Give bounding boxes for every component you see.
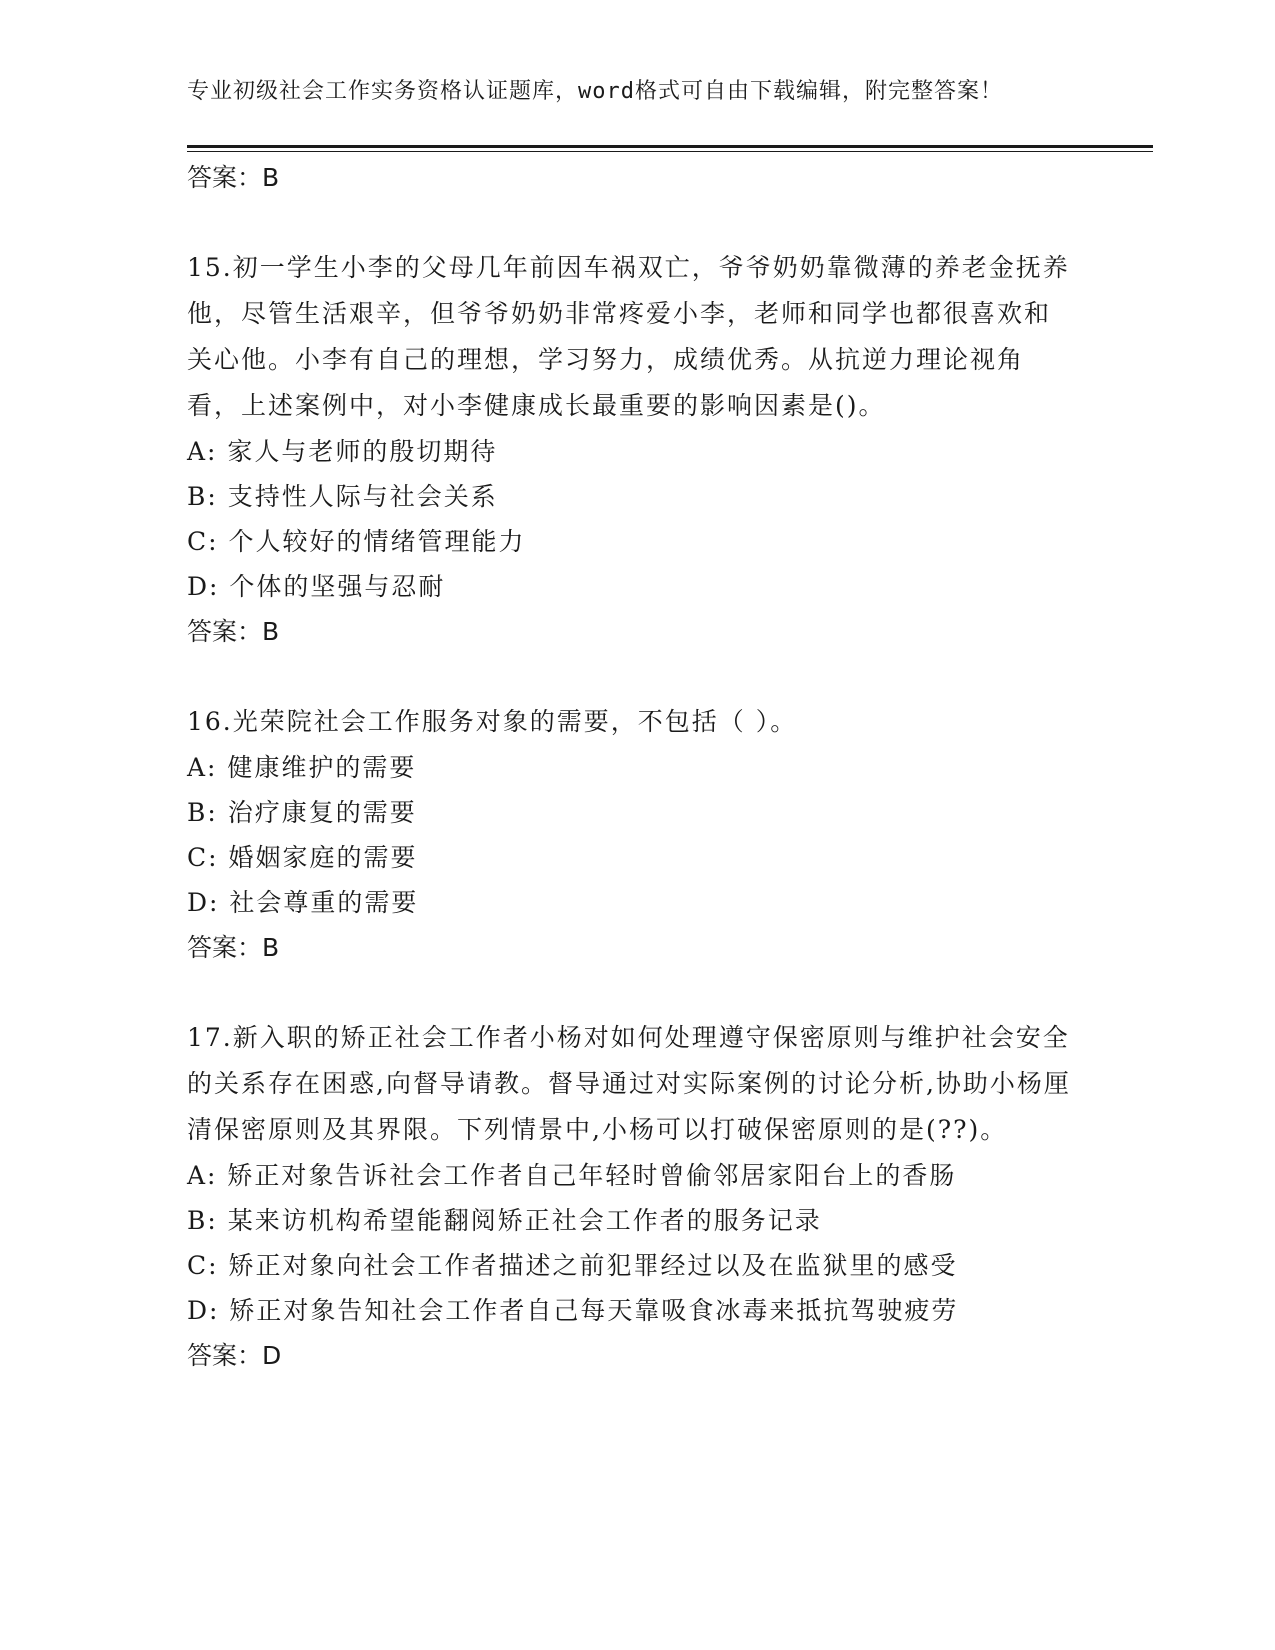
question-block-16 bbox=[187, 699, 1077, 971]
question-block-15 bbox=[187, 245, 1077, 655]
answer-line: 答案：D bbox=[187, 1341, 282, 1370]
question-block-17 bbox=[187, 1015, 1077, 1379]
option-a: A: 家人与老师的殷切期待 bbox=[187, 437, 498, 466]
option-d: D: 矫正对象告知社会工作者自己每天靠吸食冰毒来抵抗驾驶疲劳 bbox=[187, 1296, 959, 1325]
document-body bbox=[187, 155, 1077, 1379]
option-d: D: 社会尊重的需要 bbox=[187, 888, 419, 917]
answer-line: 答案：B bbox=[187, 617, 280, 646]
option-c: C: 个人较好的情绪管理能力 bbox=[187, 527, 526, 556]
option-c: C: 婚姻家庭的需要 bbox=[187, 843, 418, 872]
header-rule-thick bbox=[187, 145, 1153, 148]
option-b: B: 治疗康复的需要 bbox=[187, 798, 417, 827]
question-text: 16.光荣院社会工作服务对象的需要，不包括（ ）。 bbox=[187, 707, 798, 736]
page-header: 专业初级社会工作实务资格认证题库，word格式可自由下载编辑，附完整答案！ bbox=[187, 79, 1003, 104]
header-rule-thin bbox=[187, 151, 1153, 152]
option-b: B: 某来访机构希望能翻阅矫正社会工作者的服务记录 bbox=[187, 1206, 822, 1235]
question-text: 17.新入职的矫正社会工作者小杨对如何处理遵守保密原则与维护社会安全的关系存在困惑,向督导请教。督导通过对实际案例的讨论分析,协助小杨厘清保密原则及其界限。下列情景中,小杨可以打破保密原则的是(??)。 bbox=[187, 1023, 1071, 1144]
question-text: 15.初一学生小李的父母几年前因车祸双亡，爷爷奶奶靠微薄的养老金抚养他，尽管生活艰辛，但爷爷奶奶非常疼爱小李，老师和同学也都很喜欢和关心他。小李有自己的理想，学习努力，成绩优秀。从抗逆力理论视角看，上述案例中，对小李健康成长最重要的影响因素是()。 bbox=[187, 253, 1070, 420]
option-a: A: 矫正对象告诉社会工作者自己年轻时曾偷邻居家阳台上的香肠 bbox=[187, 1161, 957, 1190]
option-b: B: 支持性人际与社会关系 bbox=[187, 482, 498, 511]
answer-line: 答案：B bbox=[187, 933, 280, 962]
option-c: C: 矫正对象向社会工作者描述之前犯罪经过以及在监狱里的感受 bbox=[187, 1251, 958, 1280]
answer-line: 答案：B bbox=[187, 163, 280, 192]
option-a: A: 健康维护的需要 bbox=[187, 753, 417, 782]
option-d: D: 个体的坚强与忍耐 bbox=[187, 572, 446, 601]
